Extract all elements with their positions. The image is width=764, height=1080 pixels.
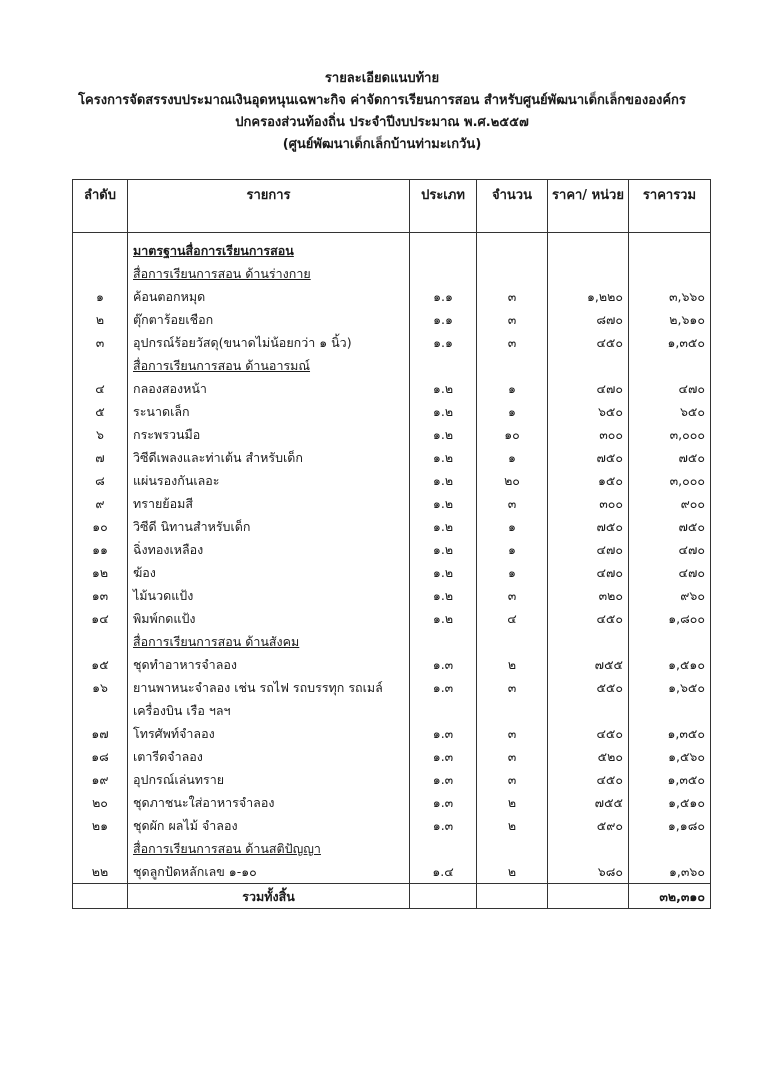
item-name: ชุดลูกปัดหลักเลข ๑-๑๐ bbox=[128, 860, 410, 884]
item-name: กระพรวนมือ bbox=[128, 423, 410, 446]
item-total-price: ๑,๓๖๐ bbox=[629, 860, 711, 884]
row-number: ๑๖ bbox=[73, 676, 128, 699]
table-row bbox=[73, 515, 711, 538]
table-row bbox=[73, 814, 711, 837]
table-body bbox=[73, 233, 711, 884]
table-row bbox=[73, 561, 711, 584]
row-number: ๒๒ bbox=[73, 860, 128, 884]
item-type: ๑.๑ bbox=[410, 308, 477, 331]
row-number: ๓ bbox=[73, 331, 128, 354]
item-unit-price: ๑๕๐ bbox=[548, 469, 629, 492]
item-total-price: ๓,๖๖๐ bbox=[629, 285, 711, 308]
item-total-price: ๓,๐๐๐ bbox=[629, 423, 711, 446]
item-type: ๑.๒ bbox=[410, 607, 477, 630]
item-quantity: ๓ bbox=[477, 676, 548, 699]
row-number: ๘ bbox=[73, 469, 128, 492]
item-type: ๑.๒ bbox=[410, 584, 477, 607]
item-type: ๑.๑ bbox=[410, 285, 477, 308]
col-header-total-price: ราคารวม bbox=[629, 180, 711, 233]
item-name: วิซีดี นิทานสำหรับเด็ก bbox=[128, 515, 410, 538]
item-unit-price: ๔๗๐ bbox=[548, 377, 629, 400]
col-header-no: ลำดับ bbox=[73, 180, 128, 233]
item-unit-price: ๘๗๐ bbox=[548, 308, 629, 331]
item-name: อุปกรณ์เล่นทราย bbox=[128, 768, 410, 791]
item-unit-price: ๗๕๐ bbox=[548, 446, 629, 469]
row-number: ๕ bbox=[73, 400, 128, 423]
section-row bbox=[73, 837, 711, 860]
table-row bbox=[73, 377, 711, 400]
grand-total-label: รวมทั้งสิ้น bbox=[128, 884, 410, 909]
col-header-qty: จำนวน bbox=[477, 180, 548, 233]
item-unit-price: ๔๕๐ bbox=[548, 768, 629, 791]
items-table bbox=[72, 179, 711, 909]
item-name: โทรศัพท์จำลอง bbox=[128, 722, 410, 745]
table-row bbox=[73, 469, 711, 492]
item-unit-price: ๓๐๐ bbox=[548, 492, 629, 515]
header-budget-line: ปกครองส่วนท้องถิ่น ประจำปีงบประมาณ พ.ศ.๒๕๕๗ bbox=[235, 115, 529, 130]
item-total-price: ๔๗๐ bbox=[629, 561, 711, 584]
item-total-price: ๑,๓๕๐ bbox=[629, 331, 711, 354]
item-quantity: ๑ bbox=[477, 400, 548, 423]
item-quantity: ๒ bbox=[477, 860, 548, 884]
item-total-price: ๒,๖๑๐ bbox=[629, 308, 711, 331]
item-name: แผ่นรองกันเลอะ bbox=[128, 469, 410, 492]
item-type: ๑.๒ bbox=[410, 492, 477, 515]
item-type: ๑.๒ bbox=[410, 400, 477, 423]
table-footer-row bbox=[73, 884, 711, 909]
item-total-price: ๔๗๐ bbox=[629, 377, 711, 400]
header-title: รายละเอียดแนบท้าย bbox=[324, 71, 440, 86]
table-row bbox=[73, 584, 711, 607]
table-row bbox=[73, 745, 711, 768]
item-unit-price: ๕๙๐ bbox=[548, 814, 629, 837]
item-type: ๑.๓ bbox=[410, 791, 477, 814]
item-unit-price: ๔๕๐ bbox=[548, 722, 629, 745]
item-quantity: ๑ bbox=[477, 538, 548, 561]
item-total-price: ๑,๖๕๐ bbox=[629, 676, 711, 699]
item-type: ๑.๒ bbox=[410, 561, 477, 584]
table-row-continuation bbox=[73, 699, 711, 722]
document-header bbox=[0, 68, 764, 156]
table-row bbox=[73, 492, 711, 515]
item-unit-price: ๕๒๐ bbox=[548, 745, 629, 768]
header-center-name: (ศูนย์พัฒนาเด็กเล็กบ้านท่ามะเกวัน) bbox=[282, 137, 482, 152]
table-row bbox=[73, 423, 711, 446]
section-heading: สื่อการเรียนการสอน ด้านร่างกาย bbox=[128, 262, 410, 285]
item-name-continued: เครื่องบิน เรือ ฯลฯ bbox=[128, 699, 410, 722]
item-unit-price: ๔๕๐ bbox=[548, 607, 629, 630]
section-row bbox=[73, 262, 711, 285]
row-number: ๑ bbox=[73, 285, 128, 308]
item-name: ยานพาหนะจำลอง เช่น รถไฟ รถบรรทุก รถเมล์ bbox=[128, 676, 410, 699]
row-number: ๒ bbox=[73, 308, 128, 331]
table-row bbox=[73, 308, 711, 331]
table-row bbox=[73, 860, 711, 884]
item-unit-price: ๗๕๕ bbox=[548, 791, 629, 814]
item-quantity: ๓ bbox=[477, 768, 548, 791]
item-quantity: ๒ bbox=[477, 791, 548, 814]
item-quantity: ๑ bbox=[477, 377, 548, 400]
section-row bbox=[73, 630, 711, 653]
item-total-price: ๗๕๐ bbox=[629, 446, 711, 469]
item-type: ๑.๑ bbox=[410, 331, 477, 354]
row-number: ๗ bbox=[73, 446, 128, 469]
item-unit-price: ๕๕๐ bbox=[548, 676, 629, 699]
table-row bbox=[73, 768, 711, 791]
item-quantity: ๑ bbox=[477, 515, 548, 538]
item-name: กลองสองหน้า bbox=[128, 377, 410, 400]
row-number: ๑๓ bbox=[73, 584, 128, 607]
item-type: ๑.๒ bbox=[410, 377, 477, 400]
item-name: ฆ้อง bbox=[128, 561, 410, 584]
item-quantity: ๑ bbox=[477, 561, 548, 584]
item-unit-price: ๗๕๐ bbox=[548, 515, 629, 538]
table-row bbox=[73, 538, 711, 561]
section-row bbox=[73, 354, 711, 377]
item-type: ๑.๓ bbox=[410, 745, 477, 768]
item-total-price: ๑,๑๘๐ bbox=[629, 814, 711, 837]
item-unit-price: ๓๒๐ bbox=[548, 584, 629, 607]
item-total-price: ๙๖๐ bbox=[629, 584, 711, 607]
item-name: ชุดภาชนะใส่อาหารจำลอง bbox=[128, 791, 410, 814]
table-row bbox=[73, 400, 711, 423]
table-header-row bbox=[73, 180, 711, 233]
item-quantity: ๔ bbox=[477, 607, 548, 630]
table-row bbox=[73, 791, 711, 814]
col-header-type: ประเภท bbox=[410, 180, 477, 233]
item-quantity: ๓ bbox=[477, 492, 548, 515]
row-number: ๑๙ bbox=[73, 768, 128, 791]
item-unit-price: ๖๘๐ bbox=[548, 860, 629, 884]
item-unit-price: ๓๐๐ bbox=[548, 423, 629, 446]
item-name: ชุดผัก ผลไม้ จำลอง bbox=[128, 814, 410, 837]
item-total-price: ๔๗๐ bbox=[629, 538, 711, 561]
item-total-price: ๑,๓๕๐ bbox=[629, 722, 711, 745]
item-unit-price: ๔๗๐ bbox=[548, 538, 629, 561]
item-name: วิซีดีเพลงและท่าเต้น สำหรับเด็ก bbox=[128, 446, 410, 469]
row-number: ๖ bbox=[73, 423, 128, 446]
item-quantity: ๓ bbox=[477, 308, 548, 331]
section-row bbox=[73, 233, 711, 263]
grand-total-value: ๓๒,๓๑๐ bbox=[629, 884, 711, 909]
item-quantity: ๓ bbox=[477, 331, 548, 354]
item-unit-price: ๔๕๐ bbox=[548, 331, 629, 354]
item-quantity: ๓ bbox=[477, 584, 548, 607]
item-unit-price: ๖๕๐ bbox=[548, 400, 629, 423]
section-heading: สื่อการเรียนการสอน ด้านสติปัญญา bbox=[128, 837, 410, 860]
item-name: ระนาดเล็ก bbox=[128, 400, 410, 423]
row-number: ๔ bbox=[73, 377, 128, 400]
item-type: ๑.๓ bbox=[410, 676, 477, 699]
item-total-price: ๑,๓๕๐ bbox=[629, 768, 711, 791]
row-number: ๒๑ bbox=[73, 814, 128, 837]
item-type: ๑.๒ bbox=[410, 446, 477, 469]
item-total-price: ๖๕๐ bbox=[629, 400, 711, 423]
item-total-price: ๙๐๐ bbox=[629, 492, 711, 515]
item-name: อุปกรณ์ร้อยวัสดุ(ขนาดไม่น้อยกว่า ๑ นิ้ว) bbox=[128, 331, 410, 354]
row-number: ๑๑ bbox=[73, 538, 128, 561]
item-total-price: ๗๕๐ bbox=[629, 515, 711, 538]
category-heading: มาตรฐานสื่อการเรียนการสอน bbox=[128, 233, 410, 263]
item-quantity: ๑ bbox=[477, 446, 548, 469]
row-number: ๒๐ bbox=[73, 791, 128, 814]
item-total-price: ๑,๘๐๐ bbox=[629, 607, 711, 630]
row-number: ๑๐ bbox=[73, 515, 128, 538]
item-quantity: ๓ bbox=[477, 745, 548, 768]
item-type: ๑.๒ bbox=[410, 469, 477, 492]
table-row bbox=[73, 607, 711, 630]
item-type: ๑.๔ bbox=[410, 860, 477, 884]
row-number: ๑๕ bbox=[73, 653, 128, 676]
header-project-line: โครงการจัดสรรงบประมาณเงินอุดหนุนเฉพาะกิจ ค่าจัดการเรียนการสอน สำหรับศูนย์พัฒนาเด็กเล็กขององค์กร bbox=[78, 93, 686, 108]
item-name: ฉิ่งทองเหลือง bbox=[128, 538, 410, 561]
item-quantity: ๒ bbox=[477, 814, 548, 837]
item-name: ตุ๊กตาร้อยเชือก bbox=[128, 308, 410, 331]
item-quantity: ๒ bbox=[477, 653, 548, 676]
item-name: ค้อนตอกหมุด bbox=[128, 285, 410, 308]
item-name: เตารีดจำลอง bbox=[128, 745, 410, 768]
section-heading: สื่อการเรียนการสอน ด้านสังคม bbox=[128, 630, 410, 653]
item-type: ๑.๒ bbox=[410, 515, 477, 538]
row-number: ๑๒ bbox=[73, 561, 128, 584]
item-name: พิมพ์กดแป้ง bbox=[128, 607, 410, 630]
table-row bbox=[73, 446, 711, 469]
section-heading: สื่อการเรียนการสอน ด้านอารมณ์ bbox=[128, 354, 410, 377]
item-unit-price: ๗๕๕ bbox=[548, 653, 629, 676]
item-quantity: ๑๐ bbox=[477, 423, 548, 446]
item-name: ชุดทำอาหารจำลอง bbox=[128, 653, 410, 676]
table-row bbox=[73, 676, 711, 699]
item-total-price: ๑,๕๑๐ bbox=[629, 653, 711, 676]
table-row bbox=[73, 653, 711, 676]
item-quantity: ๒๐ bbox=[477, 469, 548, 492]
row-number: ๑๘ bbox=[73, 745, 128, 768]
item-unit-price: ๔๗๐ bbox=[548, 561, 629, 584]
item-total-price: ๓,๐๐๐ bbox=[629, 469, 711, 492]
col-header-unit-price: ราคา/ หน่วย bbox=[548, 180, 629, 233]
table-row bbox=[73, 331, 711, 354]
item-total-price: ๑,๕๖๐ bbox=[629, 745, 711, 768]
table-row bbox=[73, 285, 711, 308]
item-quantity: ๓ bbox=[477, 722, 548, 745]
item-type: ๑.๓ bbox=[410, 653, 477, 676]
item-type: ๑.๒ bbox=[410, 538, 477, 561]
item-type: ๑.๓ bbox=[410, 722, 477, 745]
item-type: ๑.๓ bbox=[410, 814, 477, 837]
item-name: ทรายย้อมสี bbox=[128, 492, 410, 515]
item-type: ๑.๒ bbox=[410, 423, 477, 446]
col-header-item: รายการ bbox=[128, 180, 410, 233]
item-name: ไม้นวดแป้ง bbox=[128, 584, 410, 607]
row-number: ๑๔ bbox=[73, 607, 128, 630]
item-type: ๑.๓ bbox=[410, 768, 477, 791]
item-total-price: ๑,๕๑๐ bbox=[629, 791, 711, 814]
row-number: ๙ bbox=[73, 492, 128, 515]
row-number: ๑๗ bbox=[73, 722, 128, 745]
item-quantity: ๓ bbox=[477, 285, 548, 308]
item-unit-price: ๑,๒๒๐ bbox=[548, 285, 629, 308]
table-row bbox=[73, 722, 711, 745]
